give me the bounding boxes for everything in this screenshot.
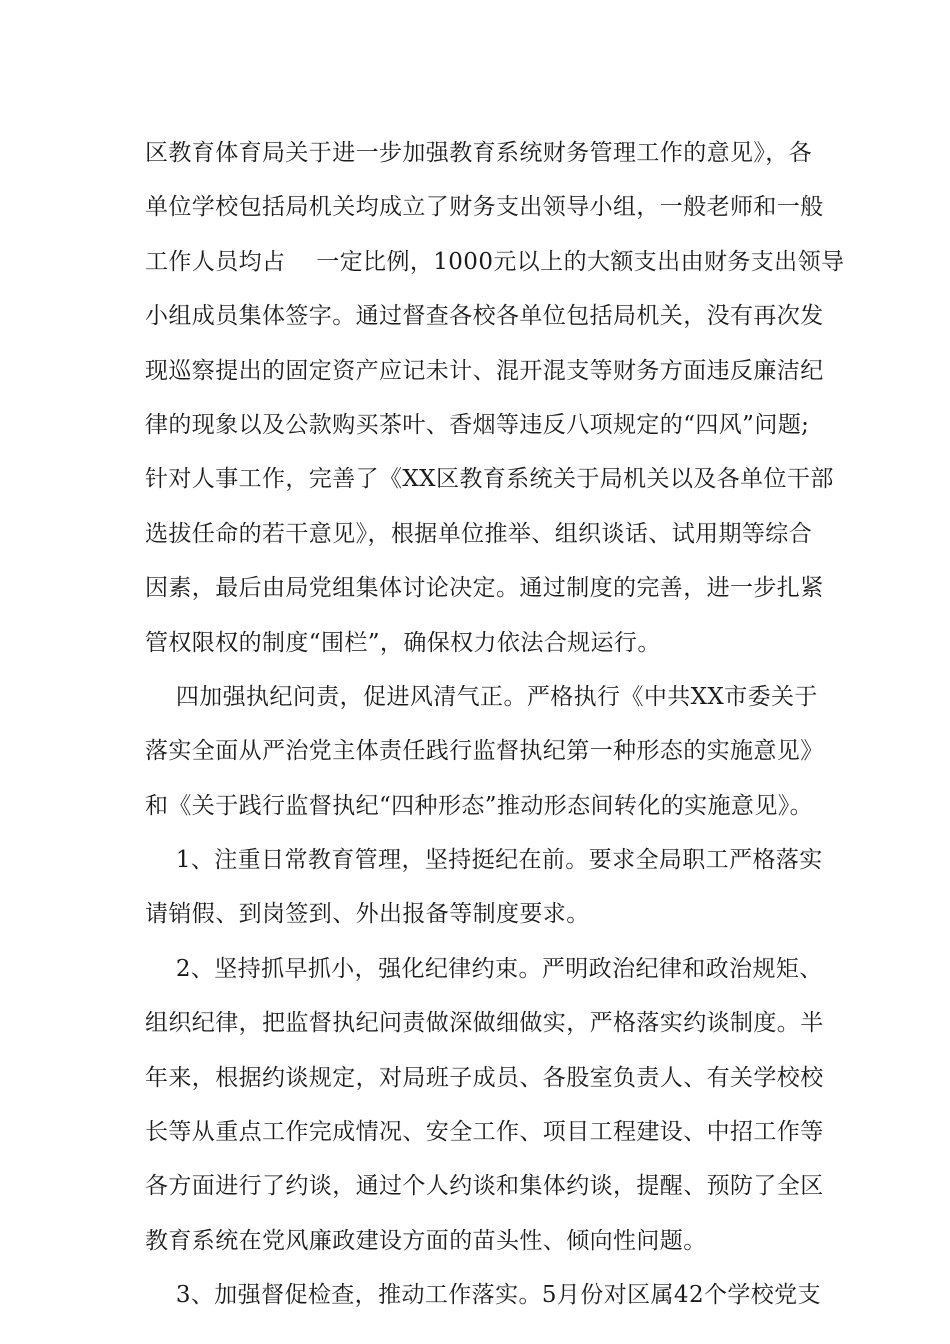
text-line: 组织纪律，把监督执纪问责做深做细做实，严格落实约谈制度。半 (145, 1010, 824, 1037)
text-line: 各方面进行了约谈，通过个人约谈和集体约谈，提醒、预防了全区 (145, 1173, 824, 1200)
text-line: 小组成员集体签字。通过督查各校各单位包括局机关，没有再次发 (145, 303, 824, 330)
text-line: 选拔任命的若干意见》，根据单位推举、组织谈话、试用期等综合 (145, 520, 813, 547)
text-line: 长等从重点工作完成情况、安全工作、项目工程建设、中招工作等 (145, 1119, 824, 1146)
paragraph-first-line: 四加强执纪问责，促进风清气正。严格执行《中共XX市委关于 (145, 683, 818, 710)
text-line: 请销假、到岗签到、外出报备等制度要求。 (145, 901, 590, 928)
text-line: 区教育体育局关于进一步加强教育系统财务管理工作的意见》，各 (145, 140, 813, 166)
text-line: 律的现象以及公款购买茶叶、香烟等违反八项规定的“四风”问题; (145, 411, 810, 438)
text-line: 针对人事工作，完善了《XX区教育系统关于局机关以及各单位干部 (145, 466, 834, 493)
text-line: 管权限权的制度“围栏”，确保权力依法合规运行。 (145, 629, 661, 656)
document-body (145, 126, 845, 1323)
text-line: 工作人员均占 一定比例，1000元以上的大额支出由财务支出领导 (145, 248, 845, 275)
text-line: 因素，最后由局党组集体讨论决定。通过制度的完善，进一步扎紧 (145, 575, 824, 602)
text-line: 现巡察提出的固定资产应记未计、混开混支等财务方面违反廉洁纪 (145, 357, 824, 384)
text-line: 落实全面从严治党主体责任践行监督执纪第一种形态的实施意见》 (145, 738, 824, 765)
text-line: 单位学校包括局机关均成立了财务支出领导小组，一般老师和一般 (145, 194, 824, 221)
paragraph-first-line: 1、注重日常教育管理，坚持挺纪在前。要求全局职工严格落实 (145, 847, 823, 874)
text-line: 教育系统在党风廉政建设方面的苗头性、倾向性问题。 (145, 1227, 707, 1254)
paragraph-first-line: 2、坚持抓早抓小，强化纪律约束。严明政治纪律和政治规矩、 (145, 955, 823, 982)
text-line: 和《关于践行监督执纪“四种形态”推动形态间转化的实施意见》。 (145, 792, 814, 819)
text-line: 年来，根据约谈规定，对局班子成员、各股室负责人、有关学校校 (145, 1064, 824, 1091)
paragraph-first-line: 3、加强督促检查，推动工作落实。5月份对区属42个学校党支 (145, 1282, 821, 1309)
